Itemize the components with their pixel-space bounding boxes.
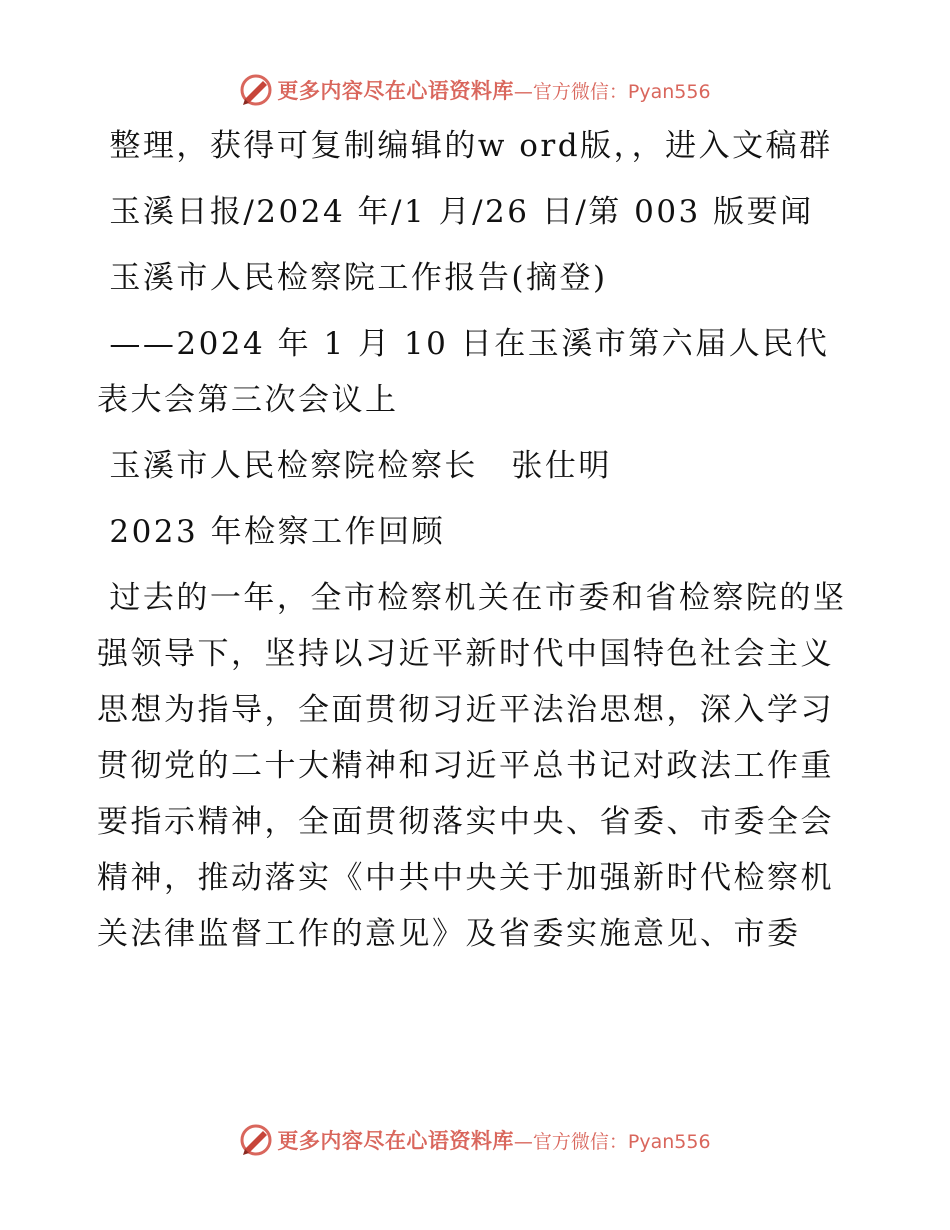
banner-wechat-text: —官方微信：Pyan556 (513, 80, 711, 103)
banner-wechat-text: —官方微信：Pyan556 (513, 1130, 711, 1153)
paragraph: 玉溪市人民检察院工作报告(摘登) (97, 260, 608, 296)
footer-banner (0, 1120, 950, 1160)
paragraph: 玉溪日报/2024 年/1 月/26 日/第 003 版要闻 (97, 194, 814, 230)
banner-main-text: 更多内容尽在心语资料库 (277, 1128, 514, 1153)
pen-logo-icon (239, 1123, 273, 1157)
paragraph: 2023 年检察工作回顾 (97, 514, 446, 550)
paragraph: 玉溪市人民检察院检察长 张仕明 (97, 448, 612, 484)
paragraph: ——2024 年 1 月 10 日在玉溪市第六届人民代表大会第三次会议上 (97, 326, 830, 418)
paragraph: 整理，获得可复制编辑的w ord版，，进入文稿群 (97, 128, 833, 164)
pen-logo-icon (239, 73, 273, 107)
paragraph: 过去的一年，全市检察机关在市委和省检察院的坚强领导下，坚持以习近平新时代中国特色社会主义思想为指导，全面贯彻习近平法治思想，深入学习贯彻党的二十大精神和习近平总书记对政法工作重要指示精神，全面贯彻落实中央、省委、市委全会精神，推动落实《中共中央关于加强新时代检察机关法律监督工作的意见》及省委实施意见、市委 (97, 580, 847, 952)
document-body (97, 118, 857, 972)
header-banner (0, 70, 950, 110)
banner-main-text: 更多内容尽在心语资料库 (277, 78, 514, 103)
